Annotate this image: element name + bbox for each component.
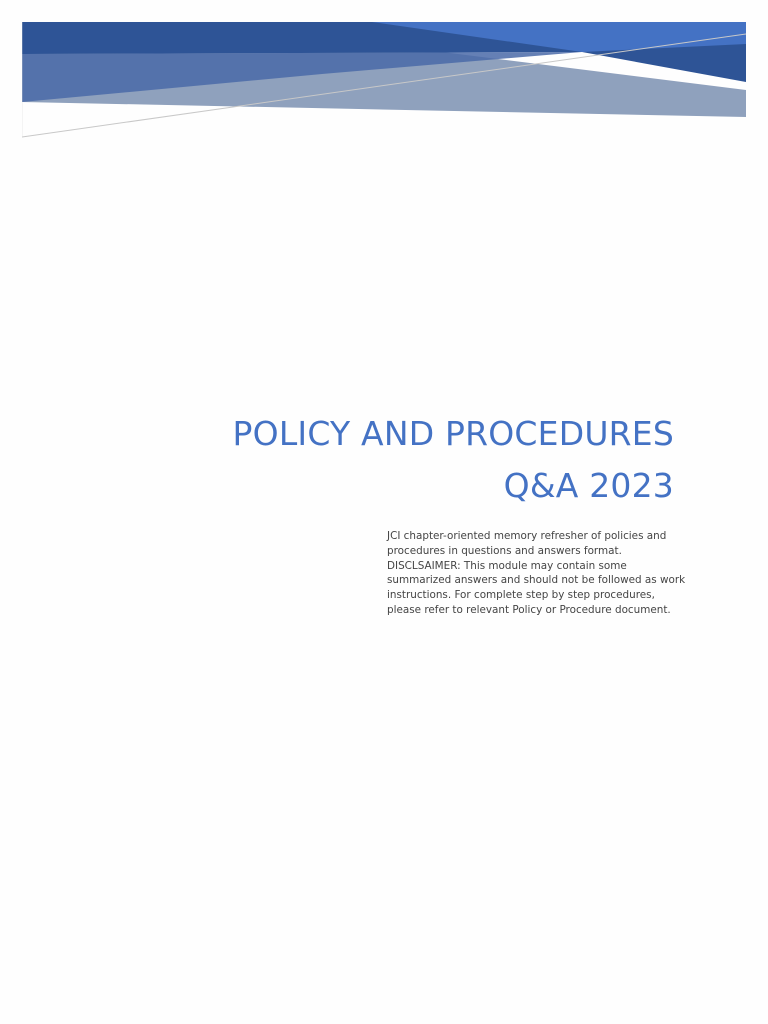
header-banner	[22, 22, 746, 140]
title-line-2: Q&A 2023	[503, 466, 674, 505]
description-text: JCI chapter-oriented memory refresher of policies and procedures in questions and answers format. DISCLSAIMER: This module may contain some summarized answers and should not be followed as work instructions. For complete step by step procedures, please refer to relevant Policy or Procedure document.	[387, 530, 686, 616]
title-line-1: POLICY AND PROCEDURES	[232, 414, 674, 453]
title-block	[233, 408, 674, 512]
